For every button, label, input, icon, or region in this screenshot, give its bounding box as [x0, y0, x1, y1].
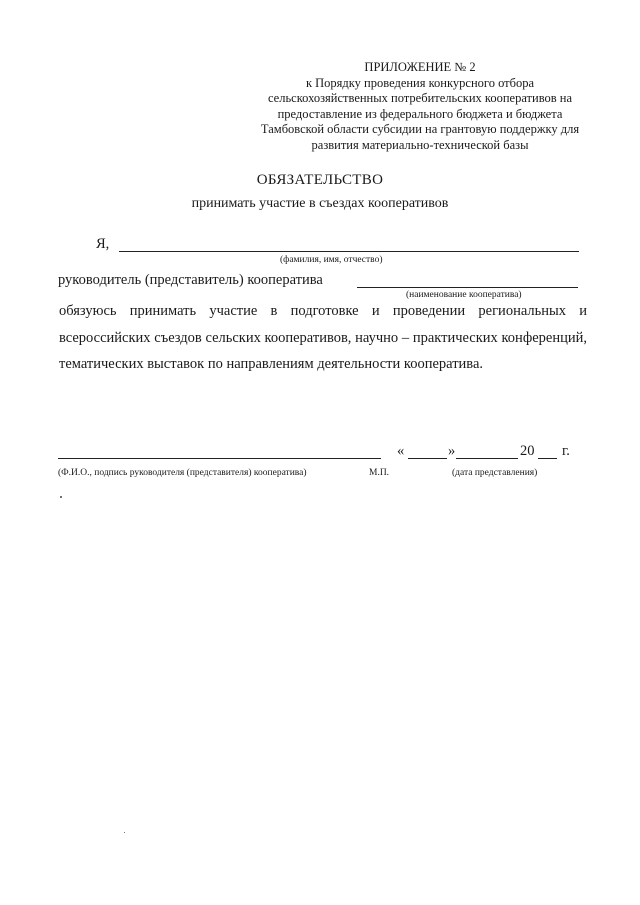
day-field-line[interactable] — [408, 458, 447, 459]
year-suffix: г. — [562, 443, 570, 459]
appendix-line: предоставление из федерального бюджета и бюджета — [277, 106, 563, 121]
year-field-line[interactable] — [538, 458, 557, 459]
appendix-line: развития материально-технической базы — [311, 137, 529, 152]
appendix-header — [240, 60, 600, 153]
document-subtitle: принимать участие в съездах кооперативов — [191, 196, 449, 211]
year-prefix: 20 — [520, 443, 535, 459]
date-quote-open: « — [397, 443, 405, 459]
appendix-line: к Порядку проведения конкурсного отбора — [305, 75, 535, 90]
appendix-line: Тамбовской области субсидии на грантовую поддержку для — [260, 122, 580, 136]
body-paragraph: обязуюсь принимать участие в подготовке и проведении региональных и всероссийских съездов сельских кооперативов, научно – практических конференций, тематических выставок по направлениям деятельности кооператива. — [59, 303, 587, 372]
stamp-caption: М.П. — [369, 468, 390, 478]
scan-speck — [124, 832, 125, 833]
role-prefix: руководитель (представитель) кооператива — [58, 272, 323, 288]
scan-speck — [60, 496, 62, 498]
date-quote-close: » — [448, 443, 456, 459]
name-prefix: Я, — [96, 236, 110, 252]
month-field-line[interactable] — [456, 458, 518, 459]
cooperative-caption: (наименование кооператива) — [406, 290, 522, 300]
appendix-line: сельскохозяйственных потребительских кооперативов на — [267, 91, 573, 105]
name-field-line[interactable] — [119, 251, 579, 252]
appendix-title: ПРИЛОЖЕНИЕ № 2 — [364, 60, 476, 74]
signature-caption: (Ф.И.О., подпись руководителя (представителя) кооператива) — [58, 468, 307, 478]
date-caption: (дата представления) — [452, 468, 538, 478]
name-caption: (фамилия, имя, отчество) — [280, 255, 383, 265]
signature-field-line[interactable] — [58, 458, 381, 459]
cooperative-field-line[interactable] — [357, 287, 578, 288]
document-title: ОБЯЗАТЕЛЬСТВО — [256, 172, 384, 188]
